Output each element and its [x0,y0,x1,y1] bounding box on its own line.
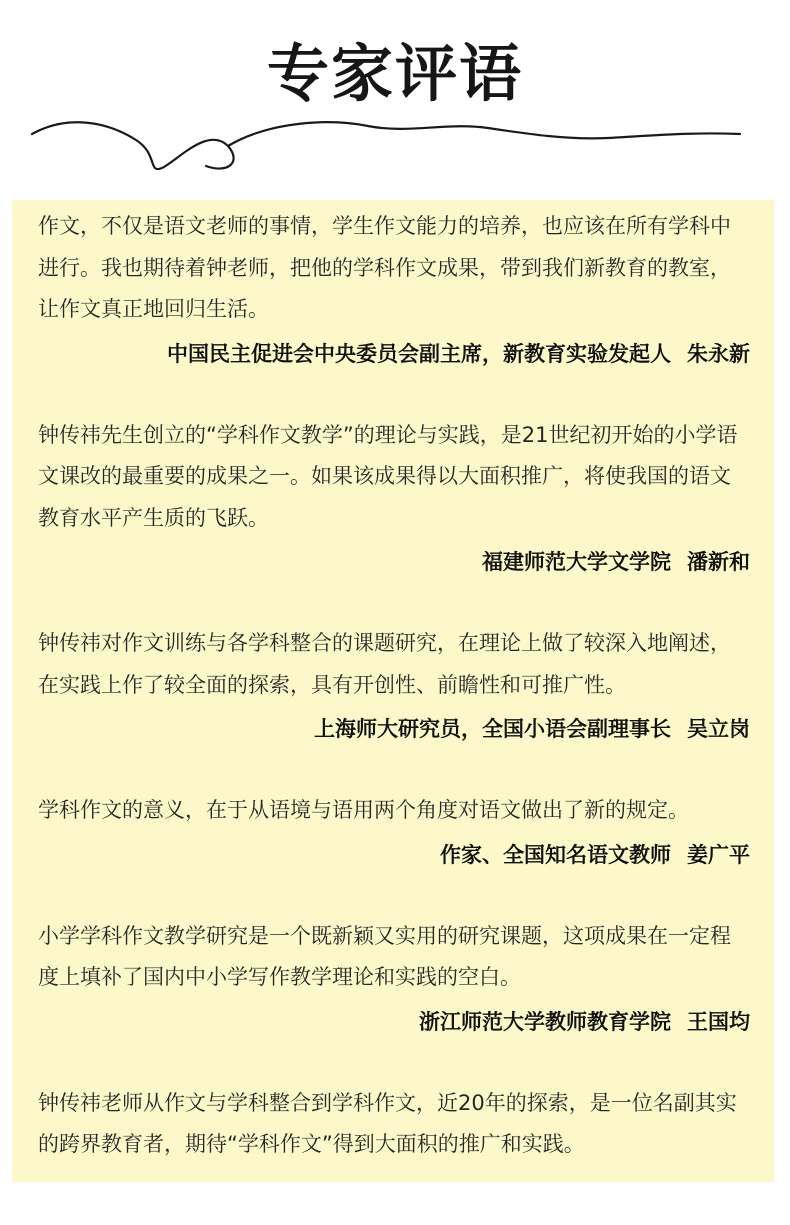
review-item [38,916,750,1045]
author-name: 朱永新 [687,341,750,366]
review-author [38,539,750,585]
author-title: 上海师大研究员，全国小语会副理事长 [314,717,671,741]
review-author [38,706,750,752]
review-item [38,415,750,586]
review-item [38,206,750,377]
review-text: 钟传祎老师从作文与学科整合到学科作文，近20年的探索，是一位名副其实的跨界教育者，期待“学科作文”得到大面积的推广和实践。 [38,1090,737,1156]
review-text: 钟传祎先生创立的“学科作文教学”的理论与实践，是21世纪初开始的小学语文课改的最重要的成果之一。如果该成果得以大面积推广，将使我国的语文教育水平产生质的飞跃。 [38,422,738,530]
author-title: 浙江师范大学教师教育学院 [419,1009,671,1034]
decorative-squiggle [28,112,748,182]
review-author [38,832,750,878]
author-title: 福建师范大学文学院 [482,550,671,574]
review-author [38,331,750,377]
review-text: 钟传祎对作文训练与各学科整合的课题研究，在理论上做了较深入地阐述，在实践上作了较全面的探索，具有开创性、前瞻性和可推广性。 [38,631,731,697]
author-title: 中国民主促进会中央委员会副主席，新教育实验发起人 [167,341,671,366]
review-text: 学科作文的意义，在于从语境与语用两个角度对语文做出了新的规定。 [38,798,689,822]
reviews-list [38,206,750,1166]
review-text: 小学学科作文教学研究是一个既新颖又实用的研究课题，这项成果在一定程度上填补了国内中小学写作教学理论和实践的空白。 [38,923,731,989]
author-name: 潘新和 [687,550,750,574]
page-title: 专家评语 [266,37,523,110]
author-title: 作家、全国知名语文教师 [440,842,671,867]
author-name: 王国均 [687,1009,750,1034]
author-name: 吴立岗 [687,717,750,741]
review-author [38,999,750,1045]
review-item [38,623,750,752]
review-text: 作文，不仅是语文老师的事情，学生作文能力的培养，也应该在所有学科中进行。我也期待着钟老师，把他的学科作文成果，带到我们新教育的教室，让作文真正地回归生活。 [38,214,731,321]
author-name: 姜广平 [687,842,750,867]
review-item [38,790,750,878]
review-item [38,1083,750,1166]
